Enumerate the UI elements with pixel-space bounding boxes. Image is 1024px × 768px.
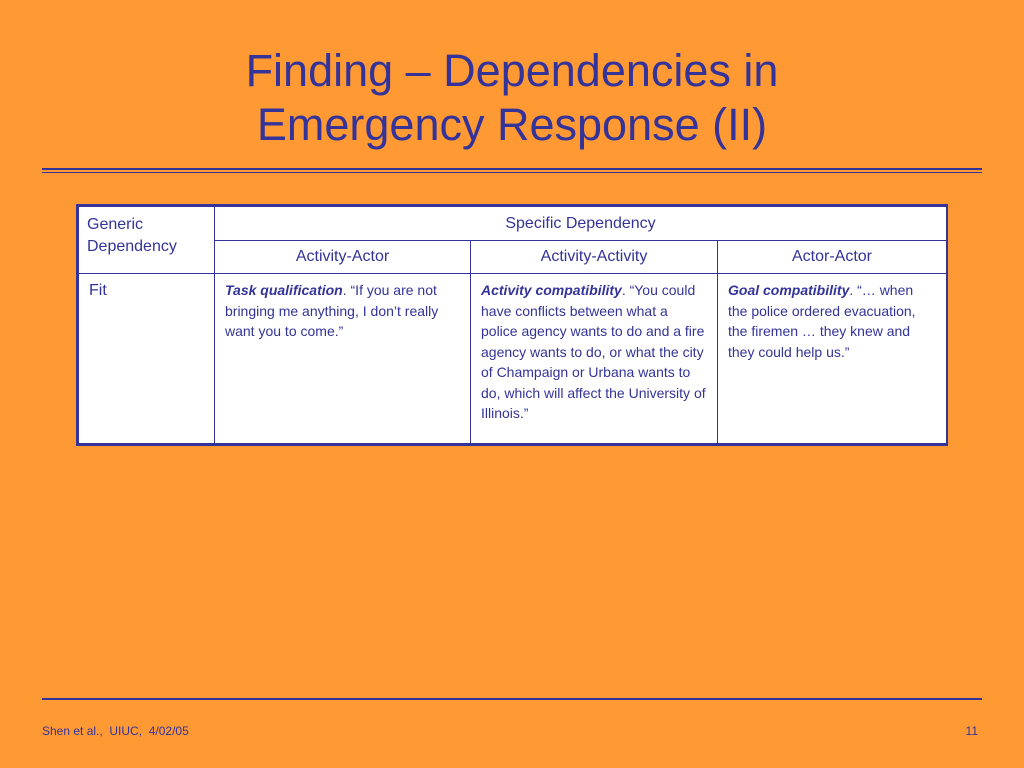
footer-divider	[42, 698, 982, 700]
title-divider-thin	[42, 172, 982, 173]
page-number: 11	[965, 724, 978, 738]
generic-header-line-2: Dependency	[87, 238, 177, 255]
row-label-fit: Fit	[79, 274, 215, 444]
cell-activity-activity	[471, 274, 718, 444]
cell-term: Goal compatibility	[728, 282, 850, 298]
title-divider	[42, 168, 982, 170]
cell-term: Activity compatibility	[481, 282, 622, 298]
generic-header-line-1: Generic	[87, 216, 144, 233]
subheader-activity-actor: Activity-Actor	[215, 241, 471, 274]
cell-quote: . “If you are not bringing me anything, I don’t really want you to come.”	[225, 282, 439, 339]
cell-actor-actor	[718, 274, 947, 444]
slide-title-line-2: Emergency Response (II)	[256, 99, 768, 150]
subheader-activity-activity: Activity-Activity	[471, 241, 718, 274]
dependency-table	[76, 204, 948, 446]
slide-title-line-1: Finding – Dependencies in	[245, 45, 779, 96]
cell-activity-actor	[215, 274, 471, 444]
footer-citation: Shen et al., UIUC, 4/02/05	[42, 724, 189, 738]
cell-term: Task qualification	[225, 282, 343, 298]
generic-dependency-header	[79, 207, 215, 274]
cell-quote: . “You could have conflicts between what a police agency wants to do and a fire agency wants to do, or what the city of Champaign or Urbana wants to do, which will affect the University of Illinois.”	[481, 282, 706, 421]
subheader-actor-actor: Actor-Actor	[718, 241, 947, 274]
cell-quote: . “… when the police ordered evacuation, the firemen … they knew and they could help us.”	[728, 282, 916, 360]
specific-dependency-header: Specific Dependency	[215, 207, 947, 241]
slide-title	[0, 44, 1024, 152]
